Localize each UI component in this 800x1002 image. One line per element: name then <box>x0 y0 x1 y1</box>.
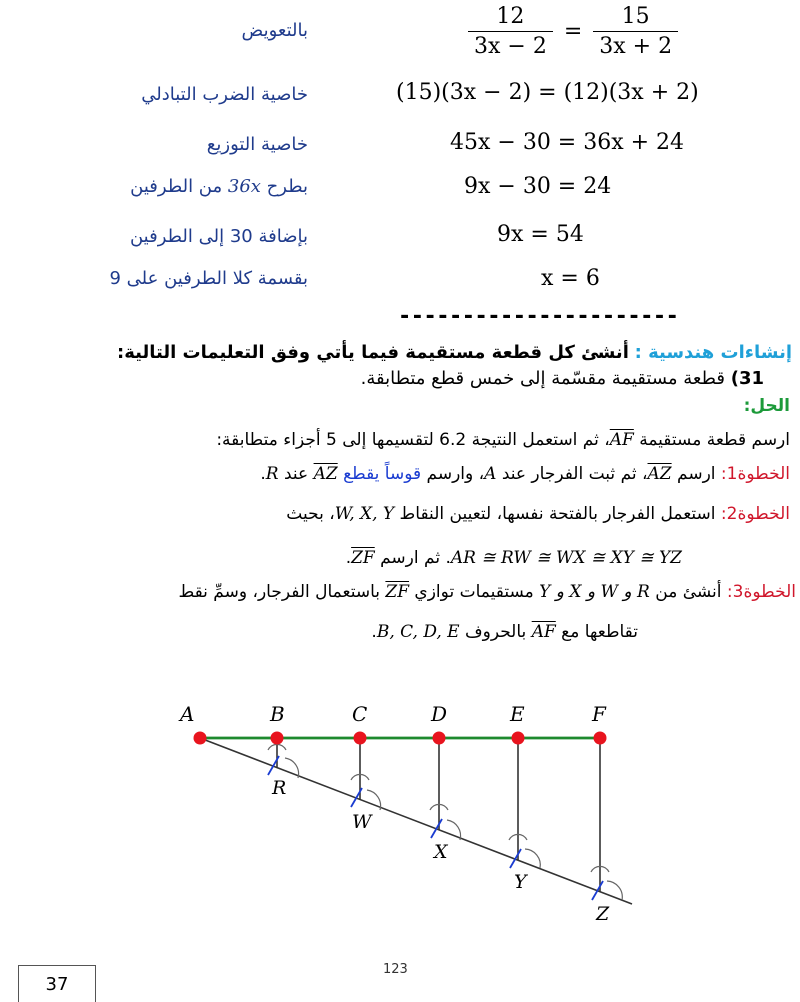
solution-label: الحل: <box>743 396 790 416</box>
problem-31: 31) قطعة مستقيمة مقسّمة إلى خمس قطع متطابقة. <box>360 368 764 389</box>
step-2-line-2: AR ≅ RW ≅ WX ≅ XY ≅ YZ. ثم ارسم $\overline{ZF}$. <box>345 548 682 568</box>
ray-az <box>200 738 632 904</box>
point-e <box>512 732 525 745</box>
point-a <box>194 732 207 745</box>
label-r: R <box>272 777 287 799</box>
fraction-left-numerator: 12 <box>468 4 553 32</box>
separator-dashes: ---------------------- <box>398 304 679 329</box>
reason-cross-multiplication: خاصية الضرب التبادلي <box>141 84 308 105</box>
mark-z <box>592 881 603 900</box>
step-3-line-2: تقاطعها مع $\overline{AF}$ بالحروف B, C, D, E. <box>371 622 638 642</box>
equation-solution: x = 6 <box>541 266 600 291</box>
page-number: 123 <box>383 962 408 977</box>
reason-distribution: خاصية التوزيع <box>206 134 308 155</box>
reason-subtract: بطرح 36x من الطرفين <box>130 176 308 197</box>
step-1: الخطوة1: ارسم $\overline{AZ}،$ ثم ثبت الفرجار عند A، وارسم قوساً يقطع $\overline{AZ}$ عند R. <box>260 464 790 484</box>
fraction-left-denominator: 3x − 2 <box>474 34 547 59</box>
equation-after-subtract: 9x − 30 = 24 <box>464 174 612 199</box>
box-number: 37 <box>18 965 96 1002</box>
equation-proportion: $\frac{12}{3x - 2}$ = $\frac{15}{3x + 2}$ <box>468 4 678 59</box>
step-2-line-1: الخطوة2: استعمل الفرجار بالفتحة نفسها، لتعيين النقاط W, X, Y، بحيث <box>286 504 790 524</box>
label-y: Y <box>514 871 527 893</box>
label-b: B <box>270 702 285 726</box>
label-w: W <box>352 811 372 833</box>
reason-divide: بقسمة كلا الطرفين على 9 <box>109 268 308 289</box>
point-f <box>594 732 607 745</box>
fraction-right-denominator: 3x + 2 <box>599 34 673 59</box>
point-d <box>433 732 446 745</box>
reason-add: بإضافة 30 إلى الطرفين <box>129 226 308 247</box>
label-x: X <box>434 841 448 863</box>
step-3-line-1: الخطوة3: أنشئ من R و W و X و Y مستقيمات توازي $\overline{ZF}$ باستعمال الفرجار، وسمِّ نقط <box>178 582 796 602</box>
equation-after-add: 9x = 54 <box>497 222 584 247</box>
label-e: E <box>510 702 525 726</box>
point-b <box>271 732 284 745</box>
equation-distributed: 45x − 30 = 36x + 24 <box>450 130 685 155</box>
construction-figure <box>0 650 800 950</box>
point-c <box>354 732 367 745</box>
mark-x <box>431 819 442 838</box>
label-d: D <box>431 702 448 726</box>
section-heading: إنشاءات هندسية : أنشئ كل قطعة مستقيمة فيما يأتي وفق التعليمات التالية: <box>117 342 792 363</box>
fraction-right-numerator: 15 <box>593 4 678 32</box>
label-c: C <box>352 702 368 726</box>
label-z: Z <box>596 903 610 925</box>
label-a: A <box>180 702 195 726</box>
reason-substitution: بالتعويض <box>241 20 308 41</box>
equation-cross-product: (15)(3x − 2) = (12)(3x + 2) <box>396 80 699 105</box>
solution-intro: ارسم قطعة مستقيمة $\overline{AF}،$ ثم استعمل النتيجة 6.2 لتقسيمها إلى 5 أجزاء متطابقة: <box>216 430 790 450</box>
label-f: F <box>592 702 606 726</box>
